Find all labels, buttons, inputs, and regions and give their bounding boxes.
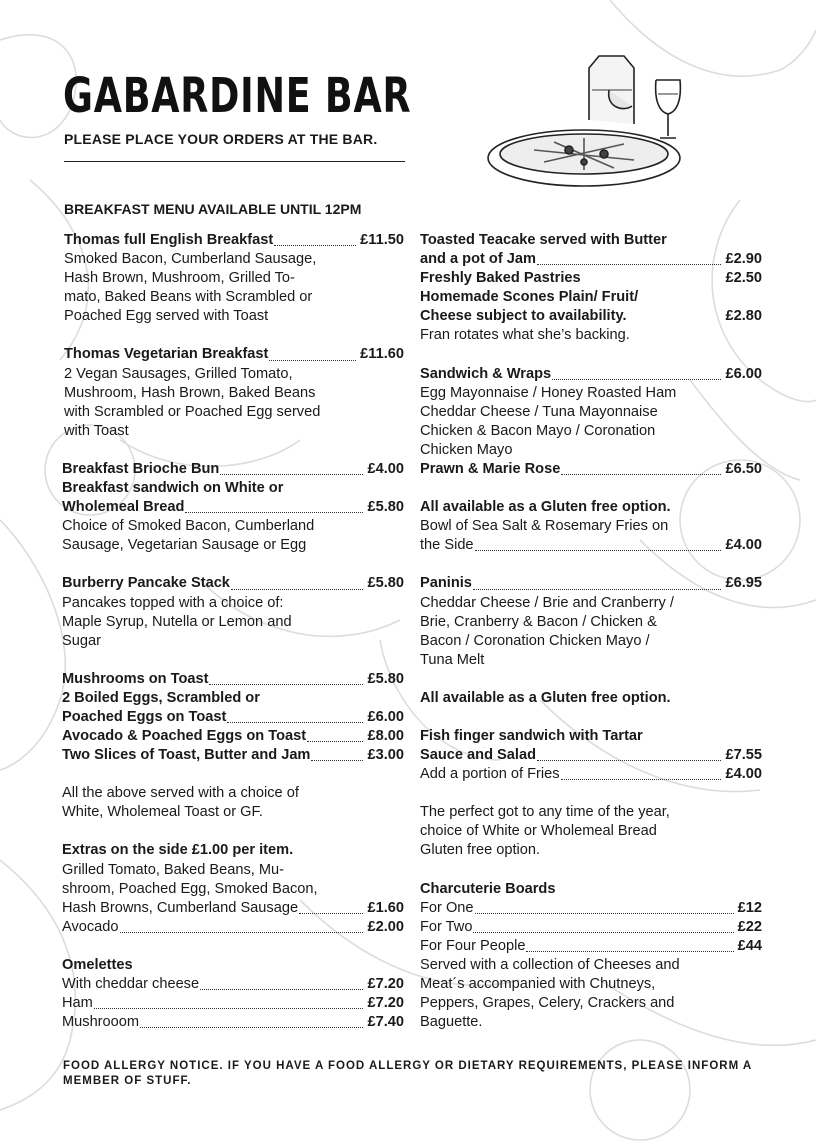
perfect-note-line: Gluten free option. <box>420 842 541 859</box>
menu-item-mushrooms-on-toast <box>62 670 404 689</box>
item-description-line: Sausage, Vegetarian Sausage or Egg <box>62 537 307 554</box>
item-price: £2.80 <box>725 308 762 325</box>
menu-item-teacake <box>420 250 762 269</box>
menu-item-avocado <box>62 918 404 937</box>
item-price: £22 <box>737 918 762 935</box>
item-price: £4.00 <box>367 460 404 477</box>
menu-item-prawn-marie-rose <box>420 460 762 479</box>
item-description-line: Choice of Smoked Bacon, Cumberland <box>62 518 315 535</box>
item-description-line: Egg Mayonnaise / Honey Roasted Ham <box>420 384 677 401</box>
item-description-line: mato, Baked Beans with Scrambled or <box>64 289 313 306</box>
item-price: £12 <box>737 899 762 916</box>
item-price: £7.20 <box>367 976 404 992</box>
item-description-line: Served with a collection of Cheeses and <box>420 956 680 973</box>
item-name: Burberry Pancake Stack <box>62 575 230 592</box>
menu-item-omelette <box>62 1013 404 1032</box>
item-price: £6.50 <box>725 461 762 478</box>
item-description-line: Chicken & Bacon Mayo / Coronation <box>420 422 656 439</box>
item-name: Cheese subject to availability. <box>420 308 627 325</box>
item-name: Freshly Baked Pastries <box>420 270 581 287</box>
item-description-line: Tuna Melt <box>420 651 485 668</box>
item-description-line: Cheddar Cheese / Tuna Mayonnaise <box>420 403 658 420</box>
item-description-line: 2 Vegan Sausages, Grilled Tomato, <box>64 365 293 382</box>
item-name: Sandwich & Wraps <box>420 365 552 382</box>
item-description-line: Maple Syrup, Nutella or Lemon and <box>62 613 292 630</box>
order-instruction: PLEASE PLACE YOUR ORDERS AT THE BAR. <box>64 131 378 147</box>
menu-item-toast-and-jam <box>62 746 404 765</box>
item-name: With cheddar cheese <box>62 976 200 992</box>
item-description-line: Baguette. <box>420 1014 483 1031</box>
item-price: £2.50 <box>725 270 762 287</box>
item-price: £5.80 <box>367 670 404 687</box>
item-description-line: Meat´s accompanied with Chutneys, <box>420 976 656 992</box>
menu-item-full-english <box>64 231 404 250</box>
perfect-note-line: choice of White or Wholemeal Bread <box>420 823 657 840</box>
menu-item-eggs-on-toast <box>62 708 404 727</box>
item-price: £7.20 <box>367 995 404 1012</box>
menu-item-omelette <box>62 994 404 1013</box>
item-price: £11.50 <box>360 232 404 248</box>
item-name-line: Toasted Teacake served with Butter <box>420 232 667 248</box>
item-price: £3.00 <box>367 747 404 764</box>
extras-heading: Extras on the side £1.00 per item. <box>62 842 294 859</box>
item-price: £2.00 <box>367 918 404 935</box>
item-name: For Two <box>420 918 473 935</box>
item-description-line: Smoked Bacon, Cumberland Sausage, <box>64 251 317 268</box>
item-description-line: Bowl of Sea Salt & Rosemary Fries on <box>420 518 669 535</box>
item-name: and a pot of Jam <box>420 251 536 268</box>
item-name: Paninis <box>420 575 472 592</box>
item-name: Mushrooms on Toast <box>62 670 209 687</box>
menu-item-add-fries <box>420 765 762 784</box>
item-name: Sauce and Salad <box>420 747 536 764</box>
item-name: For One <box>420 899 474 916</box>
item-name: Wholemeal Bread <box>62 499 185 516</box>
item-name-line: Breakfast sandwich on White or <box>62 480 284 497</box>
item-name: the Side <box>420 537 474 554</box>
item-name-line: Fish finger sandwich with Tartar <box>420 727 643 744</box>
item-price: £5.80 <box>367 499 404 516</box>
gluten-free-note: All available as a Gluten free option. <box>420 499 671 516</box>
menu-item-extras <box>62 899 404 918</box>
item-name: For Four People <box>420 937 526 954</box>
allergy-notice: FOOD ALLERGY NOTICE. IF YOU HAVE A FOOD ALLERGY OR DIETARY REQUIREMENTS, PLEASE INFORM A MEMBER OF STUFF. <box>63 1060 752 1087</box>
item-price: £8.00 <box>367 728 404 745</box>
item-description-line: Sugar <box>62 632 101 649</box>
item-description-line: with Scrambled or Poached Egg served <box>64 403 321 420</box>
gluten-free-note: All available as a Gluten free option. <box>420 689 671 706</box>
item-description-line: with Toast <box>64 422 129 439</box>
menu-item-pancake-stack <box>62 574 404 593</box>
item-description-line: Poached Egg served with Toast <box>64 308 269 325</box>
item-description-line: Mushroom, Hash Brown, Baked Beans <box>64 384 316 401</box>
item-name: Prawn & Marie Rose <box>420 461 561 478</box>
omelettes-heading: Omelettes <box>62 956 133 973</box>
item-name: Two Slices of Toast, Butter and Jam <box>62 747 311 764</box>
menu-item-pastries <box>420 269 762 288</box>
scones-note: Fran rotates what she’s backing. <box>420 327 630 344</box>
bar-title: GABARDINE BAR <box>63 68 412 124</box>
menu-item-omelette <box>62 975 404 994</box>
item-price: £6.95 <box>725 575 762 592</box>
item-name: Poached Eggs on Toast <box>62 708 227 725</box>
menu-item-sandwich-wraps <box>420 365 762 384</box>
item-name: Thomas full English Breakfast <box>64 232 274 248</box>
item-price: £11.60 <box>360 346 404 363</box>
menu-item-avocado-poached-eggs <box>62 727 404 746</box>
extras-description-line: shroom, Poached Egg, Smoked Bacon, <box>62 880 318 897</box>
item-description-line: Chicken Mayo <box>420 441 513 458</box>
item-name: Thomas Vegetarian Breakfast <box>64 346 269 363</box>
menu-item-bowl-of-fries <box>420 536 762 555</box>
perfect-note-line: The perfect got to any time of the year, <box>420 804 670 821</box>
item-description-line: Peppers, Grapes, Celery, Crackers and <box>420 995 675 1012</box>
item-price: £2.90 <box>725 251 762 268</box>
served-note-line: White, Wholemeal Toast or GF. <box>62 804 263 821</box>
item-name-line: Homemade Scones Plain/ Fruit/ <box>420 289 639 306</box>
extras-description-line: Grilled Tomato, Baked Beans, Mu- <box>62 861 284 878</box>
right-menu-column <box>420 231 762 1032</box>
menu-item-charcuterie <box>420 937 762 956</box>
item-price: £4.00 <box>725 766 762 783</box>
item-price: £5.80 <box>367 575 404 592</box>
item-name: Mushrooom <box>62 1014 140 1031</box>
item-price: £7.55 <box>725 747 762 764</box>
item-price: £4.00 <box>725 537 762 554</box>
menu-item-brioche-bun <box>62 460 404 479</box>
item-description-line: Brie, Cranberry & Bacon / Chicken & <box>420 613 657 630</box>
item-description-line: Bacon / Coronation Chicken Mayo / <box>420 632 650 649</box>
item-name-line: 2 Boiled Eggs, Scrambled or <box>62 689 260 706</box>
menu-item-breakfast-sandwich <box>62 498 404 517</box>
item-name: Add a portion of Fries <box>420 766 560 783</box>
item-price: £6.00 <box>725 365 762 382</box>
menu-item-vegetarian-breakfast <box>64 345 404 364</box>
served-note-line: All the above served with a choice of <box>62 785 299 802</box>
header-divider <box>64 161 405 162</box>
item-price: £1.60 <box>367 899 404 916</box>
item-price: £7.40 <box>367 1014 404 1031</box>
menu-item-scones <box>420 307 762 326</box>
item-name: Breakfast Brioche Bun <box>62 460 220 477</box>
menu-item-paninis <box>420 574 762 593</box>
breakfast-section-heading: BREAKFAST MENU AVAILABLE UNTIL 12PM <box>64 201 362 217</box>
item-name: Avocado <box>62 918 119 935</box>
menu-item-charcuterie <box>420 918 762 937</box>
menu-item-charcuterie <box>420 899 762 918</box>
charcuterie-heading: Charcuterie Boards <box>420 880 556 897</box>
item-price: £44 <box>737 937 762 954</box>
pizza-and-wine-illustration <box>484 50 708 190</box>
left-menu-column <box>62 231 404 1032</box>
item-price: £6.00 <box>367 708 404 725</box>
item-description-line: Pancakes topped with a choice of: <box>62 594 284 611</box>
item-name: Hash Browns, Cumberland Sausage <box>62 899 299 916</box>
menu-item-fish-finger-sandwich <box>420 746 762 765</box>
item-description-line: Hash Brown, Mushroom, Grilled To- <box>64 270 295 287</box>
item-name: Ham <box>62 995 93 1012</box>
item-name: Avocado & Poached Eggs on Toast <box>62 728 307 745</box>
item-description-line: Cheddar Cheese / Brie and Cranberry / <box>420 594 674 611</box>
